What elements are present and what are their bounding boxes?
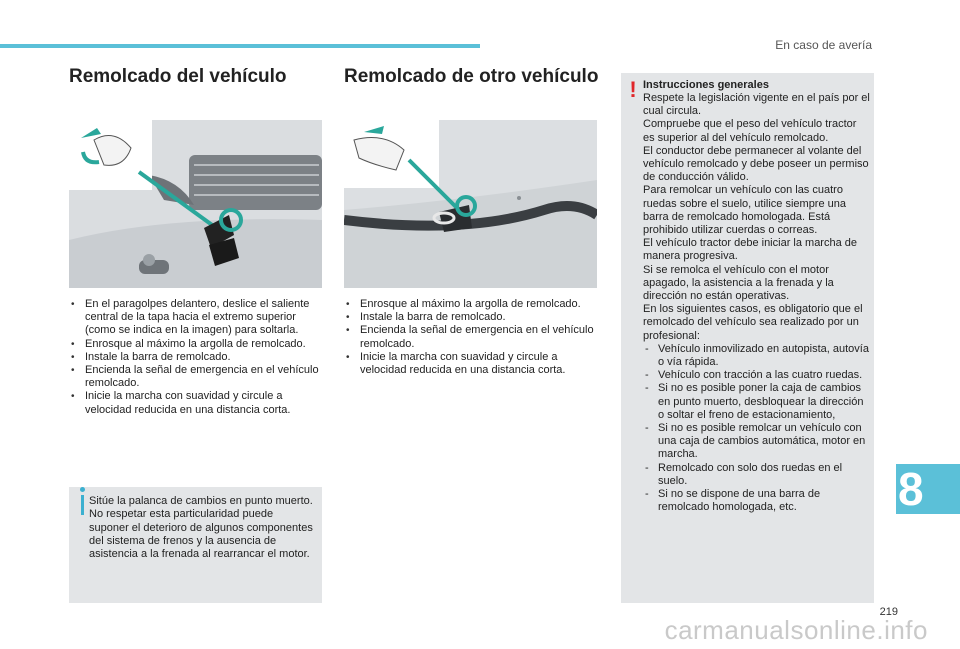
exclamation-icon: ! (629, 77, 637, 102)
warning-paragraph: Respete la legislación vigente en el país por el cual circula. (643, 92, 870, 118)
warning-paragraph: Compruebe que el peso del vehículo tractor es superior al del vehículo remolcado. (643, 118, 857, 144)
list-item: - Vehículo inmovilizado en autopista, autovía o vía rápida. (643, 343, 871, 369)
warning-paragraph: Para remolcar un vehículo con las cuatro ruedas sobre el suelo, utilice siempre una barra de remolcado homologada. Está prohibido utilizar cuerdas o correas. (643, 184, 847, 237)
info-icon (80, 487, 85, 492)
header-accent-bar (0, 44, 480, 48)
list-item: - Remolcado con solo dos ruedas en el suelo. (643, 462, 871, 488)
info-text: No respetar esta particularidad puede suponer el deterioro de algunos componentes del sistema de frenos y la ausencia de asistencia a la frenada al rearrancar el motor. (89, 508, 313, 561)
warning-box (621, 73, 874, 603)
list-item: • Enrosque al máximo la argolla de remolcado. (344, 298, 597, 311)
watermark: carmanualsonline.info (664, 615, 928, 645)
rear-bumper-illustration (344, 120, 597, 288)
list-item: - Si no es posible remolcar un vehículo con una caja de cambios automática, motor en marcha. (643, 422, 871, 462)
front-bumper-figure (69, 120, 322, 288)
warning-body (643, 92, 871, 515)
front-bumper-illustration (69, 120, 322, 288)
warning-paragraph: Si se remolca el vehículo con el motor apagado, la asistencia a la frenada y la dirección no están operativas. (643, 263, 834, 303)
warning-title: Instrucciones generales (643, 79, 769, 91)
warning-paragraph: El vehículo tractor debe iniciar la marcha de manera progresiva. (643, 237, 857, 263)
section-header: En caso de avería (775, 38, 872, 52)
list-item: • Instale la barra de remolcado. (344, 311, 597, 324)
info-text: Sitúe la palanca de cambios en punto muerto. (89, 495, 313, 507)
left-steps-list (69, 298, 322, 417)
info-box (69, 487, 322, 603)
list-item: • Inicie la marcha con suavidad y circule a velocidad reducida en una distancia corta. (344, 351, 597, 377)
list-item: - Si no es posible poner la caja de cambios en punto muerto, desbloquear la dirección o soltar el freno de estacionamiento, (643, 382, 871, 422)
list-item: • Inicie la marcha con suavidad y circule a velocidad reducida en una distancia corta. (69, 390, 322, 416)
list-item: - Vehículo con tracción a las cuatro ruedas. (643, 369, 871, 382)
list-item: • En el paragolpes delantero, deslice el saliente central de la tapa hacia el extremo superior (como se indica en la imagen) para soltarla. (69, 298, 322, 338)
rear-bumper-figure (344, 120, 597, 288)
list-item: • Encienda la señal de emergencia en el vehículo remolcado. (344, 324, 597, 350)
warning-cases-list (643, 343, 871, 515)
list-item: • Instale la barra de remolcado. (69, 351, 322, 364)
list-item: • Enrosque al máximo la argolla de remolcado. (69, 338, 322, 351)
left-title: Remolcado del vehículo (69, 66, 287, 87)
chapter-tab: 8 (896, 464, 960, 514)
list-item: • Encienda la señal de emergencia en el vehículo remolcado. (69, 364, 322, 390)
warning-paragraph: En los siguientes casos, es obligatorio que el remolcado del vehículo sea realizado por un profesional: (643, 303, 863, 342)
middle-title: Remolcado de otro vehículo (344, 66, 599, 87)
list-item: - Si no se dispone de una barra de remolcado homologada, etc. (643, 488, 871, 514)
middle-steps-list (344, 298, 597, 377)
info-icon-bar (81, 495, 84, 515)
page-number: 219 (879, 606, 898, 618)
warning-paragraph: El conductor debe permanecer al volante del vehículo remolcado y debe poseer un permiso de conducción válido. (643, 144, 869, 184)
